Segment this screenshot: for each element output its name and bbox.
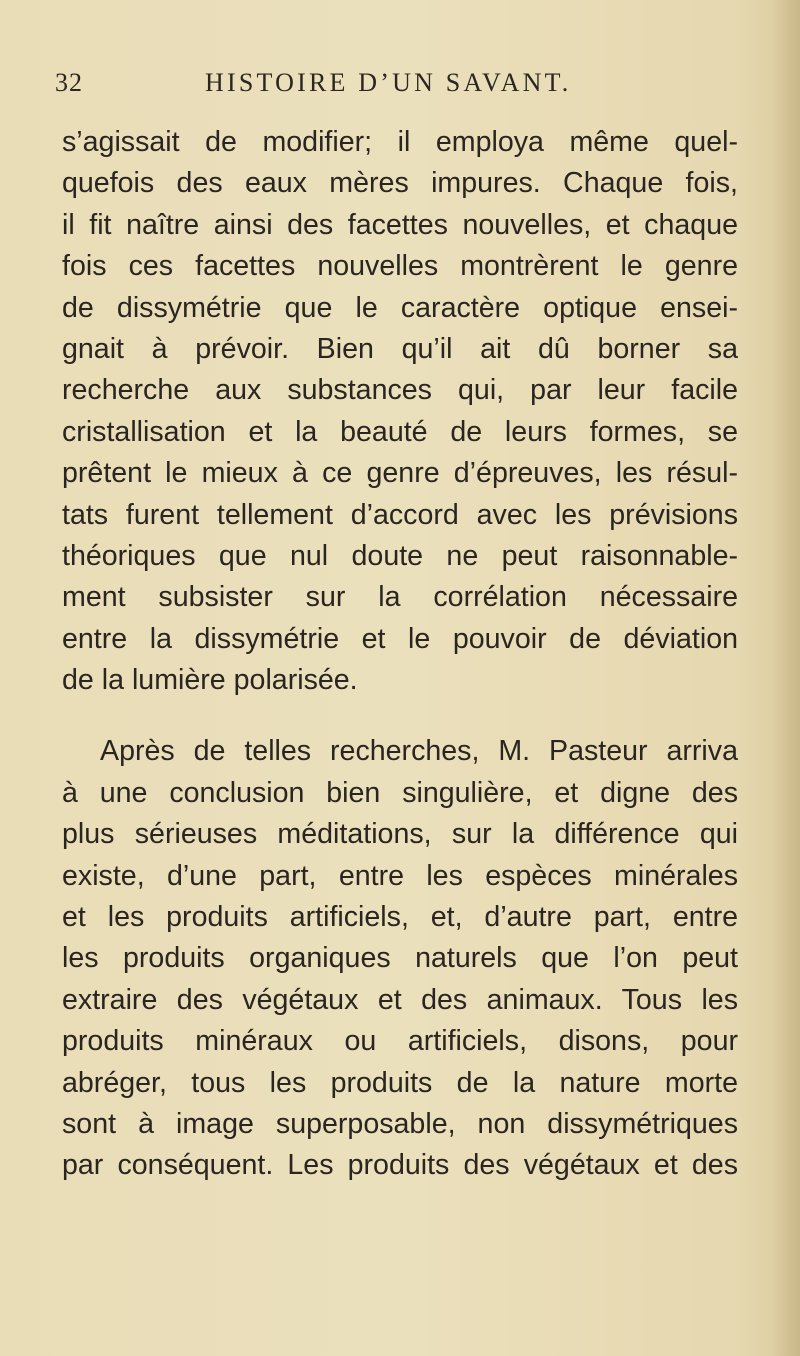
paragraph-2	[62, 731, 738, 1186]
text-line: recherche aux substances qui, par leur facile	[62, 374, 738, 407]
paragraph-gap	[62, 701, 738, 731]
body-text	[62, 122, 738, 1187]
paragraph-1	[62, 122, 738, 701]
text-line: plus sérieuses méditations, sur la différence qui	[62, 818, 738, 851]
text-line: produits minéraux ou artificiels, disons, pour	[62, 1025, 738, 1058]
text-line: entre la dissymétrie et le pouvoir de déviation	[62, 622, 738, 655]
text-line: de dissymétrie que le caractère optique ensei-	[62, 291, 738, 324]
text-line: les produits organiques naturels que l’on peut	[62, 942, 738, 975]
text-line: sont à image superposable, non dissymétriques	[62, 1107, 738, 1140]
text-line: à une conclusion bien singulière, et digne des	[62, 776, 738, 809]
text-line: quefois des eaux mères impures. Chaque fois,	[62, 167, 738, 200]
text-line: existe, d’une part, entre les espèces minérales	[62, 859, 738, 892]
text-line: et les produits artificiels, et, d’autre part, entre	[62, 901, 738, 934]
text-line: par conséquent. Les produits des végétaux et des	[62, 1149, 738, 1182]
page-edge-shadow	[772, 0, 800, 1356]
text-line: Après de telles recherches, M. Pasteur arriva	[100, 735, 738, 768]
text-line: extraire des végétaux et des animaux. Tous les	[62, 983, 738, 1016]
text-line: cristallisation et la beauté de leurs formes, se	[62, 415, 738, 448]
running-head	[55, 68, 735, 104]
text-line: s’agissait de modifier; il employa même quel-	[62, 126, 738, 158]
text-line: théoriques que nul doute ne peut raisonnable-	[62, 539, 738, 572]
page-number: 32	[55, 68, 83, 97]
text-line: prêtent le mieux à ce genre d’épreuves, les résul-	[62, 457, 738, 490]
text-line: tats furent tellement d’accord avec les prévisions	[62, 498, 738, 531]
text-line: fois ces facettes nouvelles montrèrent le genre	[62, 250, 738, 283]
text-line: ment subsister sur la corrélation nécessaire	[62, 581, 738, 614]
text-line: abréger, tous les produits de la nature morte	[62, 1066, 738, 1099]
text-line: de la lumière polarisée.	[62, 664, 358, 697]
running-title: HISTOIRE D’UN SAVANT.	[205, 68, 572, 97]
text-line: gnait à prévoir. Bien qu’il ait dû borner sa	[62, 332, 738, 365]
text-line: il fit naître ainsi des facettes nouvelles, et chaque	[62, 208, 738, 241]
